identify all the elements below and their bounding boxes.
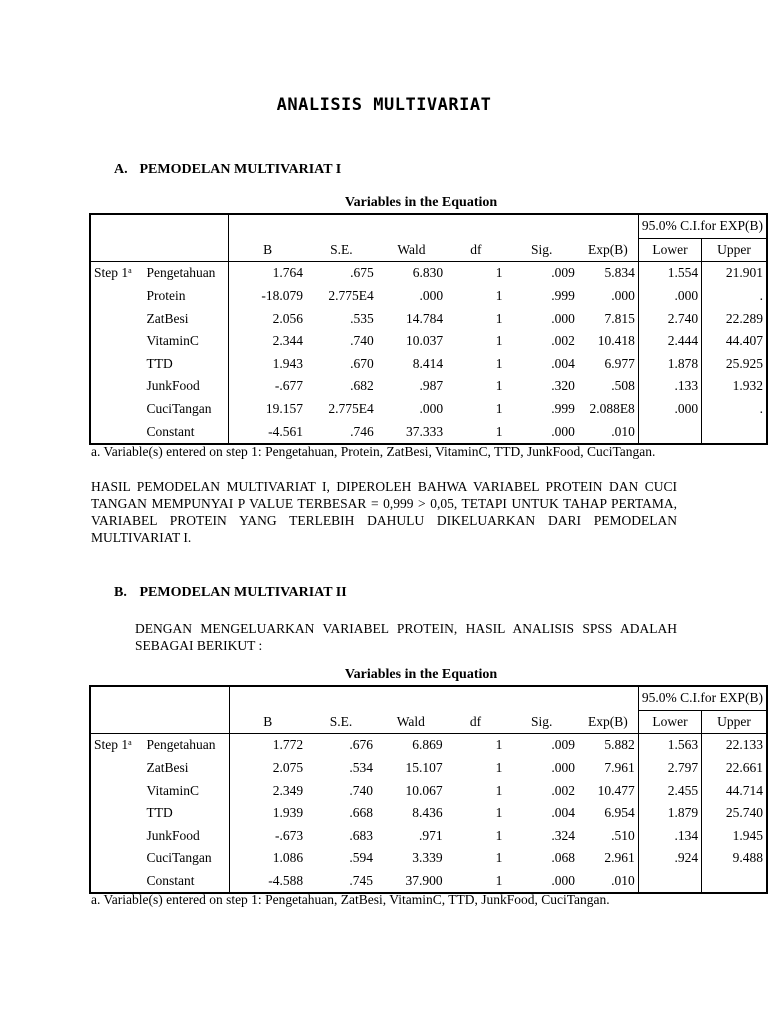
cell-wald: 37.900: [405, 873, 443, 889]
table-row: [90, 262, 767, 285]
cell-sig: .004: [551, 355, 575, 371]
cell-wald: 8.414: [412, 355, 444, 371]
cell-sig: .320: [551, 378, 575, 394]
step-label: [90, 734, 144, 757]
table-header-blank: [229, 214, 638, 238]
variable-name: JunkFood: [143, 375, 228, 398]
cell-b: 2.075: [272, 760, 304, 776]
variable-name: CuciTangan: [143, 398, 228, 421]
cell-wald: .971: [418, 827, 443, 843]
step-text: Step 1: [94, 737, 129, 753]
cell-se: .746: [350, 423, 374, 439]
cell-df: 1: [495, 333, 503, 349]
step-label: [90, 285, 143, 308]
cell-se: .745: [349, 873, 373, 889]
cell-b: 1.772: [272, 737, 304, 753]
cell-sig: .324: [551, 827, 576, 843]
step-label: [90, 398, 143, 421]
table-row: [90, 353, 767, 376]
table2-footnote: a. Variable(s) entered on step 1: Pengetahuan, ZatBesi, VitaminC, TTD, JunkFood, CuciTangan.: [91, 892, 610, 907]
cell-se: .682: [350, 378, 374, 394]
cell-wald: 3.339: [412, 850, 443, 866]
column-header: Lower: [638, 710, 701, 734]
variable-name: Pengetahuan: [144, 734, 229, 757]
cell-upper: 44.714: [725, 782, 763, 798]
cell-lower: 1.878: [638, 353, 701, 376]
section-a-text: PEMODELAN MULTIVARIAT I: [139, 162, 342, 177]
cell-df: 1: [495, 782, 503, 798]
section-b-text: PEMODELAN MULTIVARIAT II: [139, 585, 347, 600]
step-label: [90, 870, 144, 894]
cell-wald: 6.869: [412, 737, 443, 753]
variable-name: ZatBesi: [143, 307, 228, 330]
cell-b: -4.561: [268, 423, 304, 439]
cell-upper: 9.488: [732, 850, 763, 866]
variable-name: TTD: [143, 353, 228, 376]
paragraph-conclusion-1: HASIL PEMODELAN MULTIVARIAT I, DIPEROLEH BAHWA VARIABEL PROTEIN DAN CUCI TANGAN MEMPUNYAI P VALUE TERBESAR = 0,999 > 0,05, TETAPI UNTUK TAHAP PERTAMA, VARIABEL PROTEIN YANG TERLEBIH DAHULU DIKELUARKAN DARI PEMODELAN MULTIVARIAT I.: [91, 479, 677, 545]
section-b-label: B.: [114, 585, 127, 600]
cell-se: 2.775E4: [328, 401, 374, 417]
table-row: [90, 285, 767, 308]
cell-expb: 6.977: [578, 353, 638, 376]
cell-se: .740: [349, 782, 373, 798]
cell-se: .668: [349, 805, 373, 821]
cell-sig: .004: [551, 805, 576, 821]
cell-lower: 1.554: [638, 262, 701, 285]
variable-name: CuciTangan: [144, 847, 229, 870]
cell-upper: 44.407: [725, 333, 763, 349]
cell-wald: 37.333: [406, 423, 444, 439]
cell-lower: [638, 420, 701, 444]
variable-name: JunkFood: [144, 825, 229, 848]
cell-upper: [702, 420, 767, 444]
cell-upper: .: [759, 288, 763, 304]
column-header: B: [229, 238, 306, 262]
section-b-heading: [114, 585, 347, 601]
column-header: Wald: [377, 238, 446, 262]
table-row: [90, 307, 767, 330]
table-row: [90, 802, 767, 825]
column-header: Upper: [702, 238, 767, 262]
table-row: [90, 825, 767, 848]
cell-upper: 22.289: [725, 310, 763, 326]
cell-expb: 7.815: [578, 307, 638, 330]
cell-expb: 10.477: [578, 779, 638, 802]
cell-df: 1: [495, 805, 503, 821]
cell-upper: 25.740: [725, 805, 763, 821]
cell-sig: .999: [551, 401, 575, 417]
column-header: S.E.: [306, 710, 376, 734]
cell-b: -.673: [274, 827, 304, 843]
table-body: [90, 734, 767, 894]
table-header-blank: [229, 686, 638, 710]
cell-upper: 25.925: [725, 355, 763, 371]
variable-name: Constant: [144, 870, 229, 894]
cell-b: 1.943: [272, 355, 304, 371]
cell-lower: 2.455: [638, 779, 701, 802]
column-header: Exp(B): [578, 238, 638, 262]
cell-df: 1: [495, 265, 503, 281]
step-label: [90, 353, 143, 376]
cell-wald: 10.067: [405, 782, 443, 798]
cell-wald: 8.436: [412, 805, 443, 821]
cell-b: 1.086: [272, 850, 304, 866]
step-label: [90, 330, 143, 353]
table-row: [90, 734, 767, 757]
cell-se: .683: [349, 827, 373, 843]
cell-df: 1: [495, 873, 503, 889]
cell-wald: 14.784: [406, 310, 444, 326]
column-header: Lower: [638, 238, 701, 262]
cell-b: -18.079: [261, 288, 304, 304]
table-row: [90, 420, 767, 444]
variable-name: Pengetahuan: [143, 262, 228, 285]
section-a-heading: [114, 162, 341, 178]
cell-b: -4.588: [268, 873, 304, 889]
cell-sig: .999: [551, 288, 575, 304]
cell-lower: [638, 870, 701, 894]
cell-df: 1: [495, 355, 503, 371]
table-body: [90, 262, 767, 444]
cell-b: 2.349: [272, 782, 304, 798]
variable-name: ZatBesi: [144, 757, 229, 780]
table-corner: [90, 686, 229, 734]
cell-expb: .510: [578, 825, 638, 848]
variable-name: VitaminC: [144, 779, 229, 802]
cell-expb: 5.834: [578, 262, 638, 285]
table-row: [90, 330, 767, 353]
cell-lower: 1.563: [638, 734, 701, 757]
cell-upper: .: [759, 401, 763, 417]
step-text: Step 1: [94, 265, 129, 281]
cell-lower: .000: [638, 398, 701, 421]
cell-expb: 2.088E8: [578, 398, 638, 421]
section-a-label: A.: [114, 162, 128, 177]
cell-se: .594: [349, 850, 373, 866]
cell-sig: .000: [551, 423, 575, 439]
cell-sig: .002: [551, 333, 575, 349]
cell-sig: .002: [551, 782, 576, 798]
cell-wald: 6.830: [412, 265, 444, 281]
cell-lower: .000: [638, 285, 701, 308]
cell-df: 1: [495, 288, 503, 304]
cell-se: .676: [349, 737, 373, 753]
cell-sig: .000: [551, 310, 575, 326]
cell-upper: 1.945: [732, 827, 763, 843]
cell-lower: .133: [638, 375, 701, 398]
column-header: df: [446, 710, 506, 734]
table-corner: [90, 214, 229, 262]
step-label: [90, 420, 143, 444]
table-row: [90, 375, 767, 398]
variable-name: Constant: [143, 420, 228, 444]
cell-upper: 1.932: [732, 378, 763, 394]
variable-name: Protein: [143, 285, 228, 308]
cell-se: .670: [350, 355, 374, 371]
cell-expb: 10.418: [578, 330, 638, 353]
cell-expb: .508: [578, 375, 638, 398]
cell-b: 1.939: [272, 805, 304, 821]
cell-lower: 1.879: [638, 802, 701, 825]
step-superscript: a: [128, 738, 132, 748]
cell-wald: 15.107: [405, 760, 443, 776]
cell-sig: .000: [551, 873, 576, 889]
cell-expb: 5.882: [578, 734, 638, 757]
column-header: df: [446, 238, 505, 262]
cell-df: 1: [495, 760, 503, 776]
column-header: Exp(B): [578, 710, 638, 734]
step-label: [90, 307, 143, 330]
cell-b: 19.157: [265, 401, 304, 417]
cell-b: -.677: [274, 378, 304, 394]
cell-expb: .010: [578, 870, 638, 894]
table-row: [90, 847, 767, 870]
cell-df: 1: [495, 310, 503, 326]
table1-caption: Variables in the Equation: [344, 195, 498, 210]
cell-upper: [702, 870, 767, 894]
table-row: [90, 398, 767, 421]
column-header: Wald: [376, 710, 446, 734]
cell-expb: 6.954: [578, 802, 638, 825]
step-label: [90, 757, 144, 780]
variable-name: TTD: [144, 802, 229, 825]
step-label: [90, 375, 143, 398]
cell-df: 1: [495, 378, 503, 394]
document-title: ANALISIS MULTIVARIAT: [276, 95, 492, 115]
cell-se: .534: [349, 760, 373, 776]
table-row: [90, 757, 767, 780]
cell-se: .740: [350, 333, 374, 349]
step-label: [90, 847, 144, 870]
cell-lower: 2.444: [638, 330, 701, 353]
cell-sig: .000: [551, 760, 576, 776]
table2-caption: Variables in the Equation: [344, 667, 498, 682]
cell-wald: .987: [419, 378, 444, 394]
cell-wald: .000: [419, 288, 444, 304]
cell-se: .535: [350, 310, 374, 326]
cell-lower: 2.797: [638, 757, 701, 780]
column-header: B: [229, 710, 306, 734]
step-label: [90, 262, 143, 285]
variable-name: VitaminC: [143, 330, 228, 353]
cell-sig: .009: [551, 265, 575, 281]
paragraph-intro-2: DENGAN MENGELUARKAN VARIABEL PROTEIN, HASIL ANALISIS SPSS ADALAH SEBAGAI BERIKUT :: [135, 621, 677, 653]
cell-expb: 7.961: [578, 757, 638, 780]
cell-df: 1: [495, 850, 503, 866]
column-header: Sig.: [505, 710, 578, 734]
cell-lower: 2.740: [638, 307, 701, 330]
cell-upper: 22.661: [725, 760, 763, 776]
table-row: [90, 870, 767, 894]
cell-b: 1.764: [272, 265, 304, 281]
column-header: S.E.: [306, 238, 377, 262]
cell-sig: .068: [551, 850, 576, 866]
cell-b: 2.056: [272, 310, 304, 326]
cell-sig: .009: [551, 737, 576, 753]
cell-expb: .000: [578, 285, 638, 308]
cell-df: 1: [495, 401, 503, 417]
table-row: [90, 779, 767, 802]
cell-wald: 10.037: [406, 333, 444, 349]
regression-table-1: [89, 213, 768, 445]
cell-b: 2.344: [272, 333, 304, 349]
cell-df: 1: [495, 423, 503, 439]
regression-table-2: [89, 685, 768, 894]
cell-expb: .010: [578, 420, 638, 444]
ci-header: 95.0% C.I.for EXP(B): [638, 214, 767, 238]
cell-lower: .924: [638, 847, 701, 870]
cell-df: 1: [495, 827, 503, 843]
column-header: Sig.: [506, 238, 578, 262]
table1-footnote: a. Variable(s) entered on step 1: Pengetahuan, Protein, ZatBesi, VitaminC, TTD, JunkFood, CuciTangan.: [91, 444, 656, 459]
cell-expb: 2.961: [578, 847, 638, 870]
step-superscript: a: [128, 266, 132, 276]
ci-header: 95.0% C.I.for EXP(B): [638, 686, 767, 710]
step-label: [90, 779, 144, 802]
step-label: [90, 802, 144, 825]
cell-df: 1: [495, 737, 503, 753]
column-header: Upper: [702, 710, 767, 734]
cell-upper: 21.901: [725, 265, 763, 281]
cell-lower: .134: [638, 825, 701, 848]
cell-wald: .000: [419, 401, 444, 417]
cell-se: 2.775E4: [328, 288, 374, 304]
cell-se: .675: [350, 265, 374, 281]
cell-upper: 22.133: [725, 737, 763, 753]
step-label: [90, 825, 144, 848]
